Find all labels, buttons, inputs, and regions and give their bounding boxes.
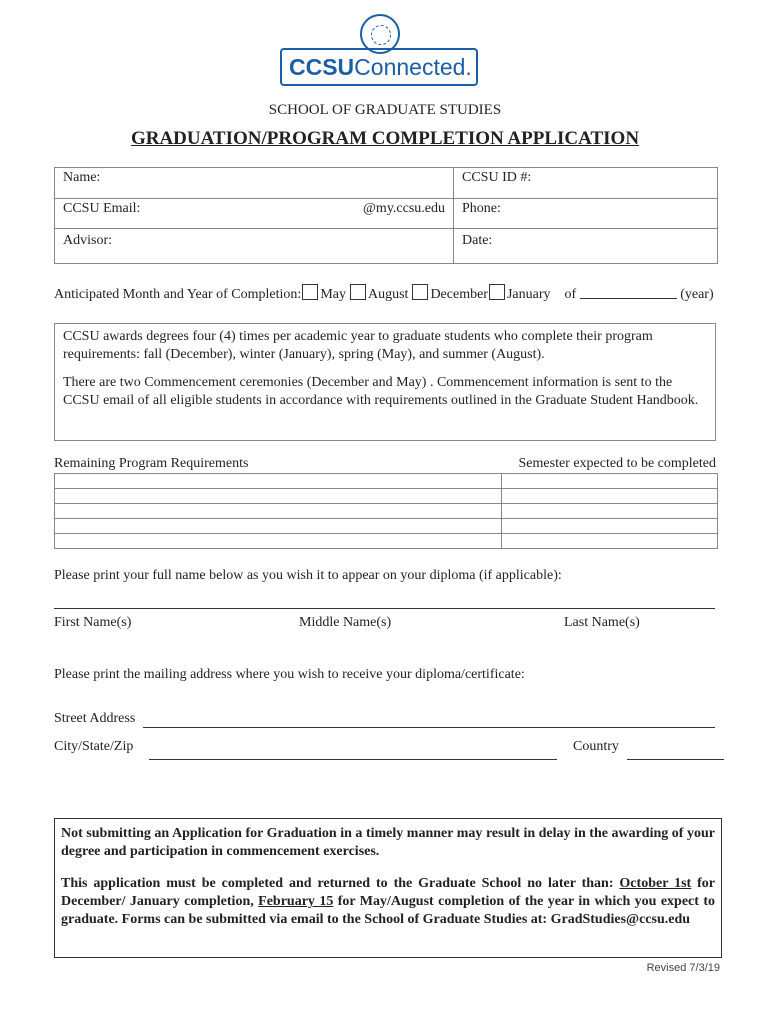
revision-date: Revised 7/3/19 <box>646 962 720 974</box>
name-field[interactable] <box>55 168 454 199</box>
name-label: Name: <box>63 170 101 185</box>
table-row <box>55 534 718 549</box>
checkbox-january[interactable] <box>489 284 505 300</box>
deadline-text-c: for May/August completion of the year in which you expect to graduate. Forms can be submitted via email to the School of Graduate Studies at: GradStudies@ccsu.edu <box>61 894 716 927</box>
logo-text-connected: Connected. <box>354 54 472 80</box>
table-row <box>55 489 718 504</box>
deadline-text-a: This application must be completed and returned to the Graduate School no later than: <box>61 876 620 891</box>
street-address-label: Street Address <box>54 711 136 726</box>
deadline-notice <box>54 818 722 958</box>
of-label: of <box>564 287 577 302</box>
email-field[interactable] <box>55 199 454 229</box>
notice-paragraph-2: There are two Commencement ceremonies (December and May) . Commencement information is sent to the CCSU email of all eligible students in accordance with requirements outlined in the Graduate Student Handbook. <box>63 375 699 408</box>
option-may: May <box>320 287 346 302</box>
city-state-zip-label: City/State/Zip <box>54 739 134 754</box>
requirement-cell[interactable] <box>55 519 502 534</box>
street-address-line[interactable] <box>143 727 715 728</box>
notice-paragraph-1: CCSU awards degrees four (4) times per academic year to graduate students who complete their program requirements: fall (December), winter (January), spring (May), and summer (August). <box>63 329 653 362</box>
deadline-paragraph-1: Not submitting an Application for Graduation in a timely manner may result in delay in the awarding of your degree and participation in commencement exercises. <box>61 826 715 859</box>
requirement-cell[interactable] <box>55 504 502 519</box>
country-line[interactable] <box>627 759 724 760</box>
semester-cell[interactable] <box>502 519 718 534</box>
option-january: January <box>506 287 551 302</box>
remaining-requirements-table <box>54 473 718 549</box>
last-name-label: Last Name(s) <box>564 615 640 630</box>
diploma-name-instruction: Please print your full name below as you wish it to appear on your diploma (if applicable): <box>54 568 562 583</box>
semester-cell[interactable] <box>502 534 718 549</box>
remaining-left-header: Remaining Program Requirements <box>54 456 249 471</box>
deadline-paragraph-2 <box>61 875 715 929</box>
page-title: GRADUATION/PROGRAM COMPLETION APPLICATION <box>130 128 640 149</box>
deadline-date-february: February 15 <box>258 894 334 909</box>
requirement-cell[interactable] <box>55 474 502 489</box>
year-label: (year) <box>680 287 714 302</box>
requirement-cell[interactable] <box>55 489 502 504</box>
remaining-requirements-header <box>54 456 718 472</box>
completion-label: Anticipated Month and Year of Completion: <box>54 287 302 302</box>
first-name-label: First Name(s) <box>54 615 132 630</box>
year-input-line[interactable] <box>580 286 677 299</box>
logo-text-ccsu: CCSU <box>289 54 355 80</box>
phone-field[interactable] <box>454 199 718 229</box>
ccsu-connected-logo <box>280 14 480 88</box>
country-label: Country <box>573 739 619 754</box>
checkbox-may[interactable] <box>302 284 318 300</box>
table-row <box>55 519 718 534</box>
requirement-cell[interactable] <box>55 534 502 549</box>
deadline-date-october: October 1st <box>619 876 692 891</box>
degree-info-notice <box>54 323 716 441</box>
school-name: SCHOOL OF GRADUATE STUDIES <box>268 102 502 118</box>
semester-cell[interactable] <box>502 504 718 519</box>
advisor-field[interactable] <box>55 229 454 264</box>
remaining-right-header: Semester expected to be completed <box>518 456 716 471</box>
middle-name-label: Middle Name(s) <box>299 615 392 630</box>
date-label: Date: <box>462 233 493 248</box>
deadline-text-b: for December/ January completion, <box>61 876 715 909</box>
phone-label: Phone: <box>462 201 501 216</box>
ccsu-id-field[interactable] <box>454 168 718 199</box>
semester-cell[interactable] <box>502 489 718 504</box>
checkbox-december[interactable] <box>412 284 428 300</box>
table-row <box>55 474 718 489</box>
applicant-info-table <box>54 167 718 264</box>
advisor-label: Advisor: <box>63 233 112 248</box>
option-december: December <box>430 287 488 302</box>
option-august: August <box>367 287 409 302</box>
city-state-zip-line[interactable] <box>149 759 557 760</box>
ccsu-id-label: CCSU ID #: <box>462 170 532 185</box>
email-label: CCSU Email: <box>63 201 141 216</box>
mailing-address-instruction: Please print the mailing address where you wish to receive your diploma/certificate: <box>54 667 525 682</box>
diploma-name-line[interactable] <box>54 608 715 609</box>
email-suffix: @my.ccsu.edu <box>363 201 445 216</box>
semester-cell[interactable] <box>502 474 718 489</box>
completion-row <box>54 284 724 303</box>
table-row <box>55 504 718 519</box>
checkbox-august[interactable] <box>350 284 366 300</box>
date-field[interactable] <box>454 229 718 264</box>
